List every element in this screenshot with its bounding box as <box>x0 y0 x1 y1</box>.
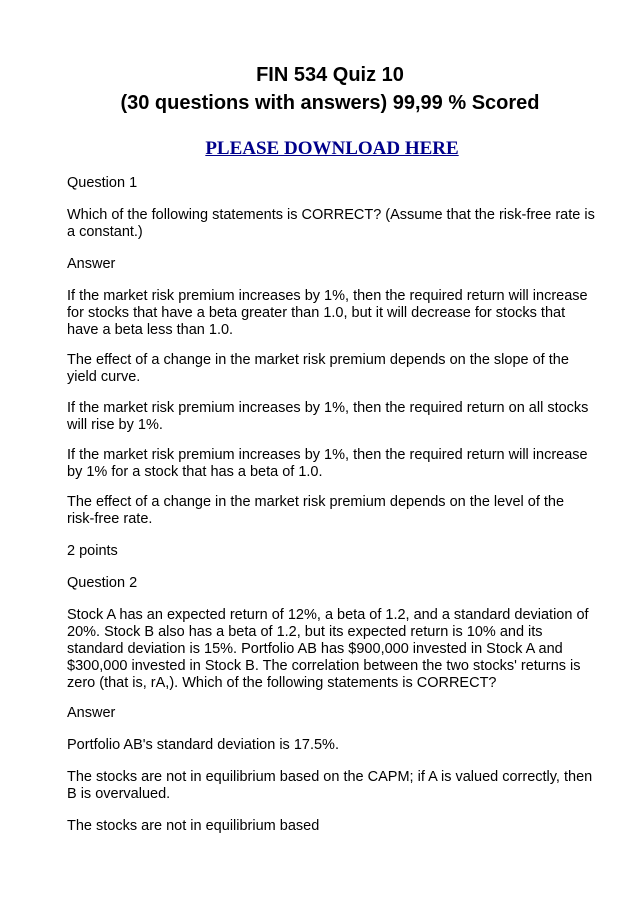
question-1-option-5: The effect of a change in the market risk premium depends on the level of the risk-free rate. <box>67 494 565 527</box>
question-2-option-1: Portfolio AB's standard deviation is 17.5%. <box>67 737 339 753</box>
download-link[interactable]: PLEASE DOWNLOAD HERE <box>205 138 459 159</box>
question-2-prompt: Stock A has an expected return of 12%, a beta of 1.2, and a standard deviation of 20%. Stock B also has a beta of 1.2, but its expected return is 10% and its standard deviation is 15%. Portfolio AB has $900,000 invested in Stock A and $300,000 invested in Stock B. The correlation between the two stocks' returns is zero (that is, rA,). Which of the following statements is CORRECT? <box>67 607 589 691</box>
question-1-option-1: If the market risk premium increases by 1%, then the required return will increase for stocks that have a beta greater than 1.0, but it will decrease for stocks that have a beta less than 1.0. <box>67 288 588 338</box>
question-1-heading: Question 1 <box>67 175 138 191</box>
document-title: FIN 534 Quiz 10 <box>256 64 404 86</box>
question-1-prompt: Which of the following statements is CORRECT? (Assume that the risk-free rate is a constant.) <box>67 207 595 240</box>
question-2-answer-label: Answer <box>67 705 116 721</box>
question-1-answer-label: Answer <box>67 256 116 272</box>
document-subtitle: (30 questions with answers) 99,99 % Scored <box>120 92 540 114</box>
question-2-option-2: The stocks are not in equilibrium based on the CAPM; if A is valued correctly, then B is overvalued. <box>67 769 593 802</box>
question-1-points: 2 points <box>67 543 118 559</box>
question-1-option-2: The effect of a change in the market risk premium depends on the slope of the yield curve. <box>67 352 569 385</box>
question-2-option-3: The stocks are not in equilibrium based <box>67 818 320 834</box>
question-1-option-3: If the market risk premium increases by 1%, then the required return on all stocks will rise by 1%. <box>67 400 589 433</box>
question-2-heading: Question 2 <box>67 575 138 591</box>
question-1-option-4: If the market risk premium increases by 1%, then the required return will increase by 1% for a stock that has a beta of 1.0. <box>67 447 588 480</box>
